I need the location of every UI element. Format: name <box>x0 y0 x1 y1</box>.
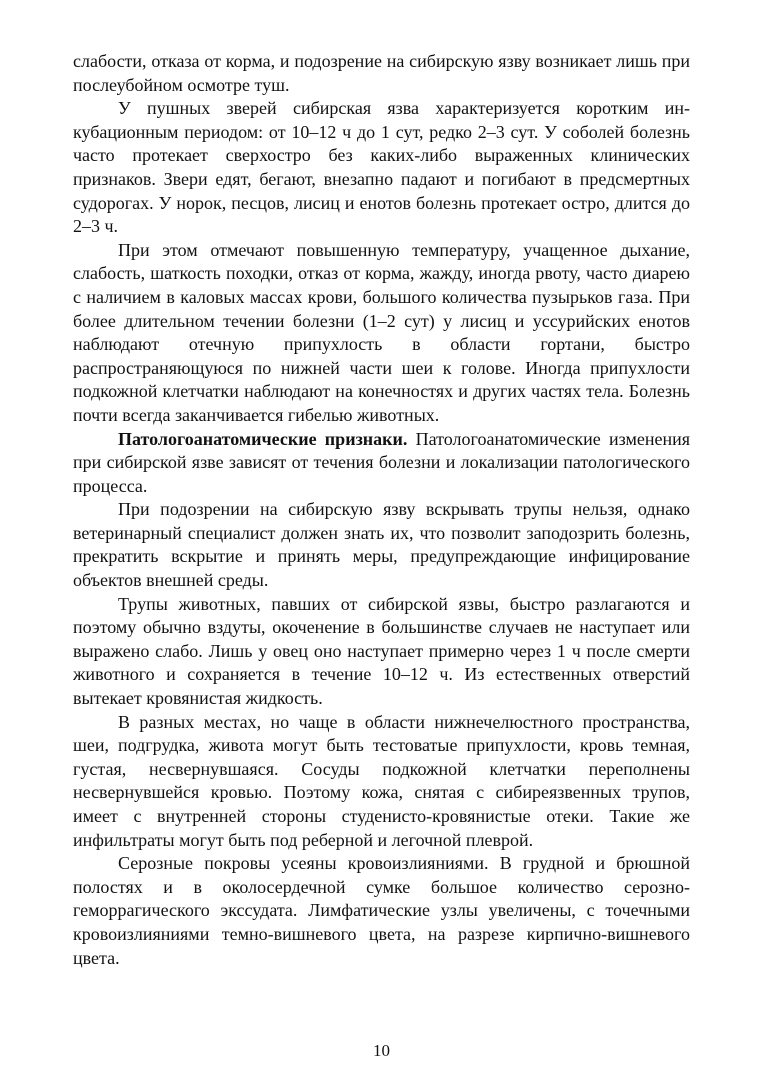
paragraph-8: Серозные покровы усеяны кровоизлияниями. В грудной и брюшной полостях и в околосердечной сумке большое количество серозно-геморрагического экссудата. Лимфатические узлы увеличены, с точечными кровоизлияниями темно-вишневого цвета, на разрезе кирпично-вишневого цвета. <box>73 853 690 968</box>
paragraph-4-text: Патологоанатомические изменения при сибирской язве зависят от течения болезни и локализации патологического процесса. <box>73 428 690 496</box>
paragraph-5: При подозрении на сибирскую язву вскрывать трупы нельзя, однако ветеринарный специалист должен знать их, что позволит заподозрить болезнь, прекратить вскрытие и принять меры, предупреждающие инфицирование объектов внешней среды. <box>73 499 690 591</box>
page-body <box>73 50 690 970</box>
paragraph-6: Трупы животных, павших от сибирской язвы, быстро разлагаются и поэтому обычно вздуты, окоченение в большинстве случаев не наступает или выражено слабо. Лишь у овец оно наступает примерно через 1 ч после смерти животного и сохраняется в течение 10–12 ч. Из естественных отверстий вытекает кровянистая жидкость. <box>73 593 690 709</box>
paragraph-1: слабости, отказа от корма, и подозрение на сибирскую язву возникает лишь при послеубойном осмотре туш. <box>73 51 690 95</box>
paragraph-4 <box>73 428 690 499</box>
page-number: 10 <box>373 1041 390 1060</box>
paragraph-3: При этом отмечают повышенную температуру, учащенное дыхание, слабость, шаткость походки, отказ от корма, жажду, иногда рвоту, часто диарею с наличием в каловых массах крови, большого количества пузырьков газа. При более длительном течении болезни (1–2 сут) у лисиц и уссурийских енотов наблюдают отечную припухлость в области гортани, быстро распространяющуюся по нижней части шеи к голове. Иногда припухлости подкожной клетчатки наблюдают на конечностях и других частях тела. Болезнь почти всегда заканчивается гибелью животных. <box>73 239 690 425</box>
section-heading: Патологоанатомические признаки. <box>118 428 408 449</box>
paragraph-7: В разных местах, но чаще в области нижнечелюстного пространства, шеи, подгрудка, живота могут быть тестоватые припухлости, кровь темная, густая, несвернувшаяся. Сосуды подкожной клетчатки переполнены несвернувшейся кровью. Поэтому кожа, снятая с сибиреязвенных трупов, имеет с внутренней стороны студенисто-кровянистые отеки. Такие же инфильтраты могут быть под реберной и легочной плеврой. <box>73 711 690 850</box>
paragraph-2: У пушных зверей сибирская язва характеризуется коротким инкубационным периодом: от 10–12 ч до 1 сут, редко 2–3 сут. У соболей болезнь часто протекает сверхостро без каких-либо выраженных клинических признаков. Звери едят, бегают, внезапно падают и погибают в предсмертных судорогах. У норок, песцов, лисиц и енотов болезнь протекает остро, длится до 2–3 ч. <box>73 98 690 237</box>
